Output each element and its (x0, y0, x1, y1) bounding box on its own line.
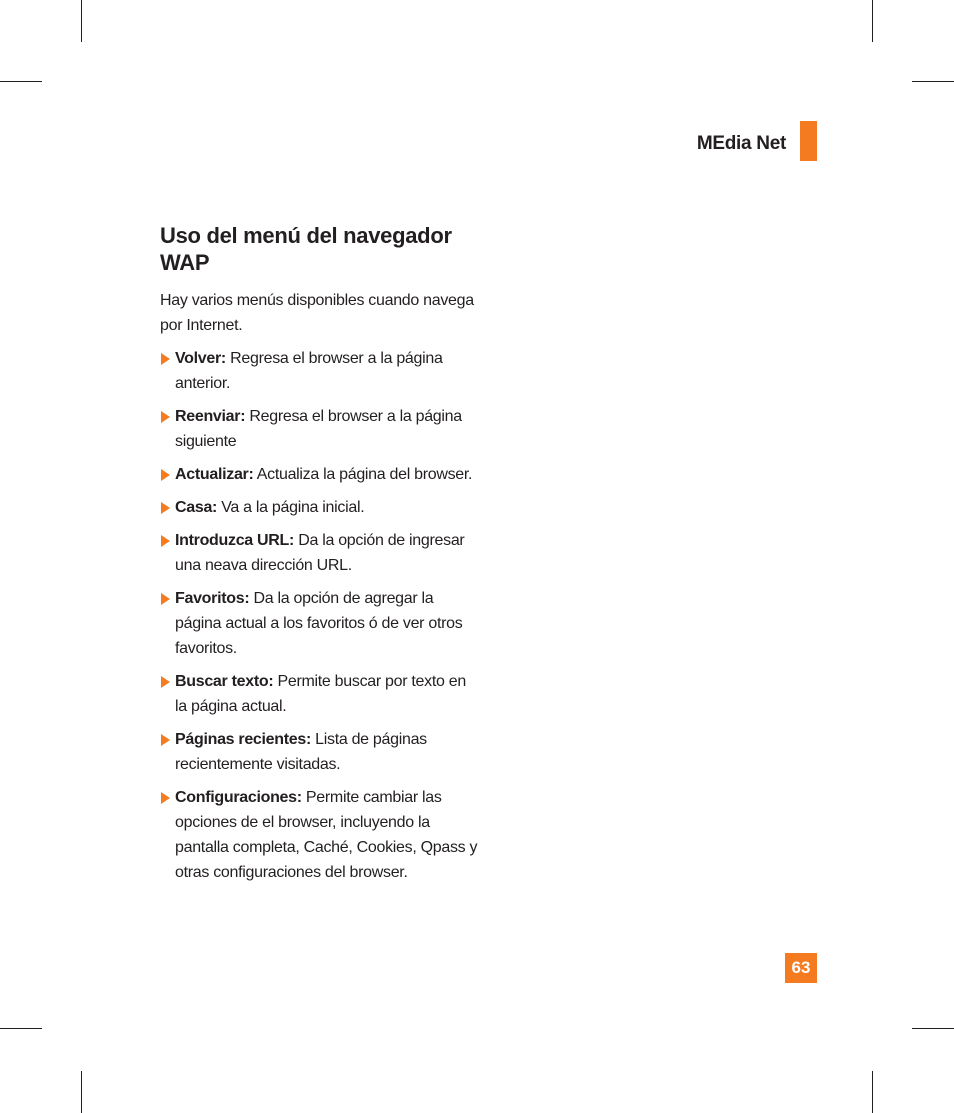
item-description: Lista de páginas recientemente visitadas. (175, 731, 427, 773)
section-tab (800, 121, 817, 161)
list-item-configuraciones (160, 785, 480, 885)
bullet-arrow-icon (161, 593, 170, 605)
crop-mark (0, 1028, 42, 1029)
bullet-arrow-icon (161, 353, 170, 365)
crop-mark (0, 81, 42, 82)
item-term: Casa: (175, 499, 218, 516)
crop-mark (912, 81, 954, 82)
item-term: Reenviar: (175, 408, 246, 425)
item-term: Buscar texto: (175, 673, 274, 690)
item-description: Regresa el browser a la página siguiente (175, 408, 462, 450)
menu-options-list (160, 346, 480, 885)
list-item-actualizar (160, 462, 480, 487)
page-heading: Uso del menú del navegador WAP (160, 223, 452, 275)
item-description: Permite cambiar las opciones de el browser, incluyendo la pantalla completa, Caché, Cookies, Qpass y otras configuraciones del browser. (175, 789, 478, 881)
item-term: Introduzca URL: (175, 532, 295, 549)
crop-mark (912, 1028, 954, 1029)
bullet-arrow-icon (161, 792, 170, 804)
list-item-favoritos (160, 586, 480, 661)
bullet-arrow-icon (161, 676, 170, 688)
item-term: Páginas recientes: (175, 731, 311, 748)
bullet-arrow-icon (161, 734, 170, 746)
item-term: Volver: (175, 350, 226, 367)
bullet-arrow-icon (161, 411, 170, 423)
bullet-arrow-icon (161, 535, 170, 547)
intro-paragraph: Hay varios menús disponibles cuando navega por Internet. (160, 292, 474, 334)
list-item-reenviar (160, 404, 480, 454)
item-description: Actualiza la página del browser. (253, 466, 473, 483)
bullet-arrow-icon (161, 469, 170, 481)
list-item-casa (160, 495, 480, 520)
section-title: MEdia Net (696, 133, 786, 154)
crop-mark (872, 0, 873, 42)
crop-mark (81, 1071, 82, 1113)
item-description: Regresa el browser a la página anterior. (175, 350, 443, 392)
item-description: Da la opción de agregar la página actual a los favoritos ó de ver otros favoritos. (175, 590, 463, 657)
main-content (160, 222, 480, 893)
item-term: Favoritos: (175, 590, 250, 607)
bullet-arrow-icon (161, 502, 170, 514)
item-term: Actualizar: (175, 466, 254, 483)
item-description: Permite buscar por texto en la página actual. (175, 673, 466, 715)
list-item-paginas-recientes (160, 727, 480, 777)
page-number-badge: 63 (785, 953, 817, 983)
list-item-buscar-texto (160, 669, 480, 719)
list-item-volver (160, 346, 480, 396)
item-description: Va a la página inicial. (217, 499, 365, 516)
item-description: Da la opción de ingresar una neava dirección URL. (175, 532, 465, 574)
item-term: Configuraciones: (175, 789, 302, 806)
crop-mark (872, 1071, 873, 1113)
list-item-introduzca-url (160, 528, 480, 578)
crop-mark (81, 0, 82, 42)
